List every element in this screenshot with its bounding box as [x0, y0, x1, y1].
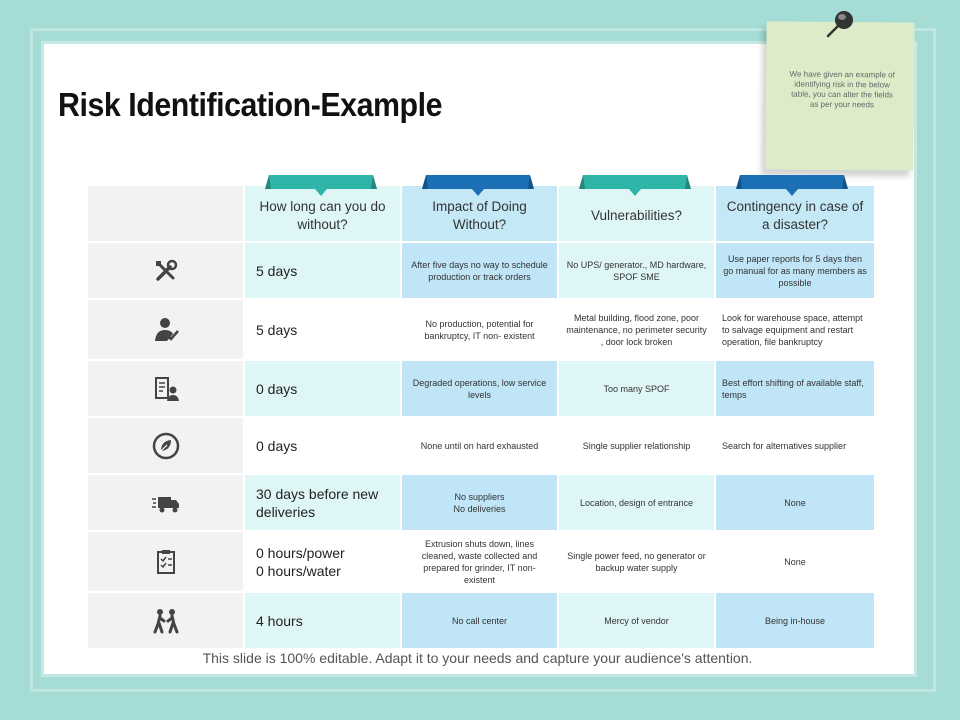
row-icon-cell [88, 361, 243, 416]
duration-cell-text: 5 days [256, 321, 298, 338]
impact-cell [402, 361, 557, 416]
impact-cell-text: Degraded operations, low service levels [412, 377, 547, 400]
duration-cell [245, 361, 400, 416]
contingency-cell [716, 593, 874, 648]
vulnerabilities-cell-text: Metal building, flood zone, poor maintenance, no perimeter security , door lock broken [566, 312, 707, 347]
vulnerabilities-cell-text: No UPS/ generator., MD hardware, SPOF SME [566, 259, 707, 282]
vulnerabilities-cell-text: Single power feed, no generator or backup water supply [567, 550, 706, 573]
row-icon-cell [88, 593, 243, 648]
impact-cell-text: After five days no way to schedule production or track orders [411, 259, 548, 282]
duration-cell-text: 5 days [256, 262, 298, 279]
eco-leaf-icon [151, 431, 181, 461]
contingency-cell-text: None [784, 497, 806, 508]
contingency-cell [716, 243, 874, 298]
page-title: Risk Identification-Example [58, 86, 443, 123]
vulnerabilities-cell [559, 300, 714, 359]
contingency-cell-text: Use paper reports for 5 days then go manual for as many members as possible [723, 253, 867, 288]
impact-cell [402, 418, 557, 473]
duration-cell [245, 418, 400, 473]
impact-cell-text: Extrusion shuts down, lines cleaned, waste collected and prepared for grinder, IT non-existent [421, 538, 538, 585]
header-cell-1-text: How long can you do without? [259, 198, 386, 232]
row-icon-cell [88, 418, 243, 473]
duration-cell [245, 475, 400, 530]
vulnerabilities-cell-text: Mercy of vendor [604, 615, 669, 626]
clipboard-icon [151, 547, 181, 577]
header-ribbon-tab [422, 175, 534, 197]
checklist-user-icon [151, 374, 181, 404]
impact-cell-text: No call center [451, 615, 508, 626]
duration-cell-text: 30 days before new deliveries [256, 485, 379, 520]
people-walking-icon [151, 606, 181, 636]
vulnerabilities-cell [559, 593, 714, 648]
sticky-note [765, 21, 914, 170]
header-ribbon-tab [579, 175, 691, 197]
impact-cell-text: No suppliers No deliveries [453, 491, 506, 514]
duration-cell-text: 0 days [256, 437, 298, 454]
duration-cell [245, 593, 400, 648]
header-cell-3-text: Vulnerabilities? [590, 207, 683, 223]
vulnerabilities-cell-text: Location, design of entrance [579, 497, 694, 508]
pushpin-icon [820, 6, 860, 42]
contingency-cell-text: Best effort shifting of available staff, temps [722, 377, 864, 400]
vulnerabilities-cell [559, 532, 714, 591]
vulnerabilities-cell [559, 418, 714, 473]
impact-cell [402, 593, 557, 648]
duration-cell [245, 300, 400, 359]
vulnerabilities-cell [559, 361, 714, 416]
duration-cell-text: 4 hours [256, 612, 303, 629]
vulnerabilities-cell-text: Single supplier relationship [582, 440, 691, 451]
person-check-icon [151, 315, 181, 345]
impact-cell [402, 300, 557, 359]
header-corner-cell [88, 186, 243, 241]
impact-cell [402, 243, 557, 298]
delivery-truck-icon [151, 488, 181, 518]
contingency-cell-text: Look for warehouse space, attempt to salvage equipment and restart operation, file bankruptcy [722, 312, 863, 347]
duration-cell [245, 243, 400, 298]
vulnerabilities-cell [559, 243, 714, 298]
contingency-cell-text: Search for alternatives supplier [722, 440, 847, 451]
duration-cell-text: 0 hours/power 0 hours/water [256, 544, 345, 579]
sticky-note-text: We have given an example of identifying risk in the below table, you can alter the fields as per your needs [789, 69, 895, 110]
contingency-cell-text: Being in-house [764, 615, 826, 626]
header-cell-2-text: Impact of Doing Without? [432, 198, 527, 232]
impact-cell-text: No production, potential for bankruptcy, IT non- existent [424, 318, 535, 341]
impact-cell [402, 475, 557, 530]
row-icon-cell [88, 532, 243, 591]
footer-text: This slide is 100% editable. Adapt it to your needs and capture your audience's attention. [202, 650, 753, 666]
contingency-cell [716, 418, 874, 473]
contingency-cell [716, 475, 874, 530]
header-ribbon-tab [736, 175, 848, 197]
contingency-cell-text: None [784, 556, 806, 567]
row-icon-cell [88, 300, 243, 359]
duration-cell [245, 532, 400, 591]
impact-cell-text: None until on hard exhausted [420, 440, 539, 451]
contingency-cell [716, 300, 874, 359]
row-icon-cell [88, 243, 243, 298]
vulnerabilities-cell-text: Too many SPOF [603, 383, 670, 394]
impact-cell [402, 532, 557, 591]
contingency-cell [716, 532, 874, 591]
header-cell-4-text: Contingency in case of a disaster? [726, 198, 864, 232]
row-icon-cell [88, 475, 243, 530]
vulnerabilities-cell [559, 475, 714, 530]
tools-icon [151, 256, 181, 286]
header-ribbon-tab [265, 175, 377, 197]
contingency-cell [716, 361, 874, 416]
duration-cell-text: 0 days [256, 380, 298, 397]
